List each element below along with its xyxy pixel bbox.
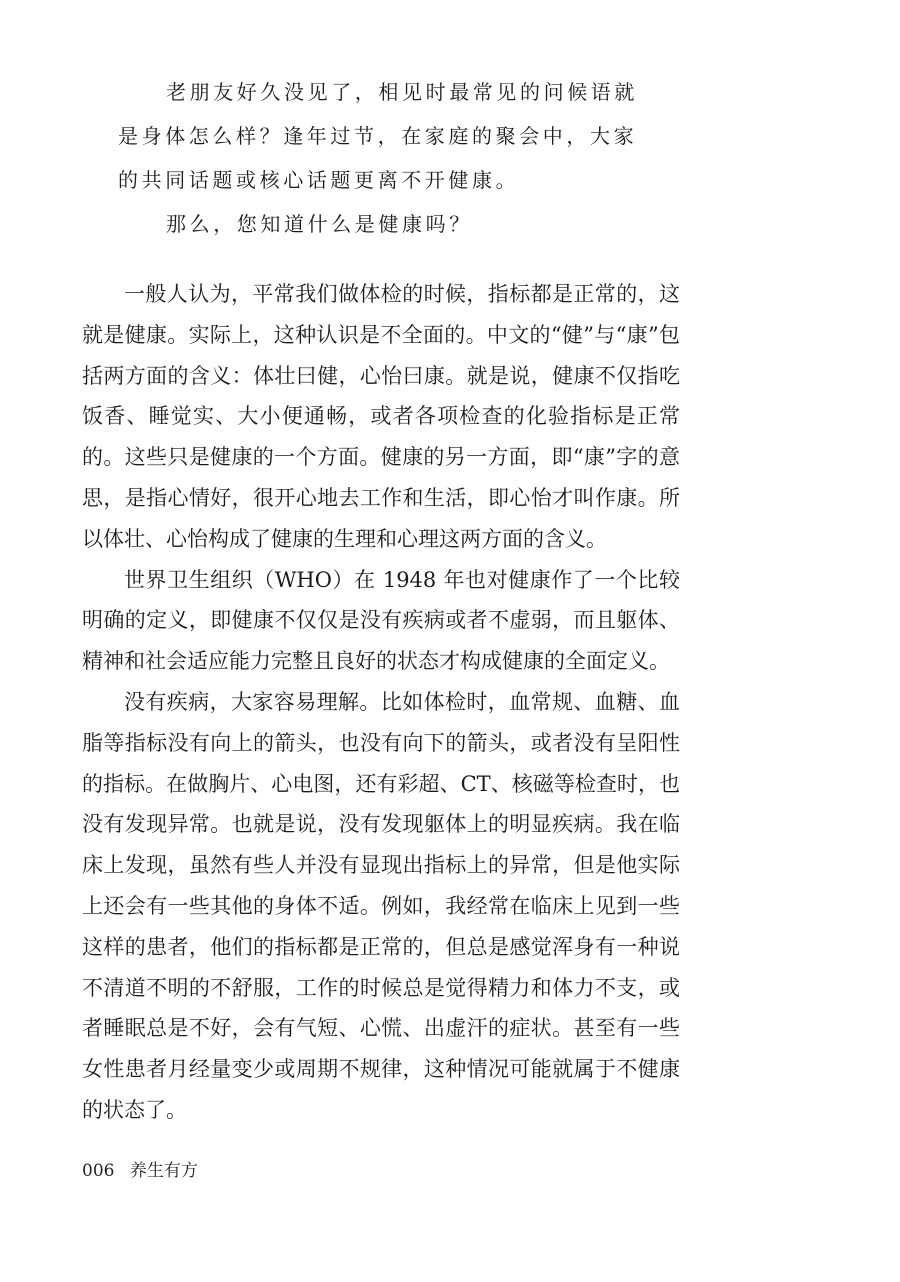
page-footer bbox=[82, 1156, 198, 1181]
page-number: 006 bbox=[82, 1161, 115, 1181]
body-paragraph-1: 一般人认为，平常我们做体检的时候，指标都是正常的，这就是健康。实际上，这种认识是不全面的。中文的“健”与“康”包括两方面的含义：体壮曰健，心怡曰康。就是说，健康不仅指吃饭香、睡觉实、大小便通畅，或者各项检查的化验指标是正常的。这些只是健康的一个方面。健康的另一方面，即“康”字的意思，是指心情好，很开心地去工作和生活，即心怡才叫作康。所以体壮、心怡构成了健康的生理和心理这两方面的含义。 bbox=[82, 282, 680, 551]
intro-paragraph-2: 那么，您知道什么是健康吗？ bbox=[166, 212, 473, 236]
book-title: 养生有方 bbox=[129, 1161, 198, 1181]
intro-paragraph-1: 老朋友好久没见了，相见时最常见的问候语就是身体怎么样？逢年过节，在家庭的聚会中，大家的共同话题或核心话题更离不开健康。 bbox=[118, 80, 638, 192]
body-paragraph-2: 世界卫生组织（WHO）在 1948 年也对健康作了一个比较明确的定义，即健康不仅仅是没有疾病或者不虚弱，而且躯体、精神和社会适应能力完整且良好的状态才构成健康的全面定义。 bbox=[82, 567, 680, 674]
body-section bbox=[82, 274, 680, 1131]
body-paragraph-3: 没有疾病，大家容易理解。比如体检时，血常规、血糖、血脂等指标没有向上的箭头，也没有向下的箭头，或者没有呈阳性的指标。在做胸片、心电图，还有彩超、CT、核磁等检查时，也没有发现异常。也就是说，没有发现躯体上的明显疾病。我在临床上发现，虽然有些人并没有显现出指标上的异常，但是他实际上还会有一些其他的身体不适。例如，我经常在临床上见到一些这样的患者，他们的指标都是正常的，但总是感觉浑身有一种说不清道不明的不舒服，工作的时候总是觉得精力和体力不支，或者睡眠总是不好，会有气短、心慌、出虚汗的症状。甚至有一些女性患者月经量变少或周期不规律，这种情况可能就属于不健康的状态了。 bbox=[82, 689, 680, 1122]
intro-section bbox=[118, 70, 638, 246]
